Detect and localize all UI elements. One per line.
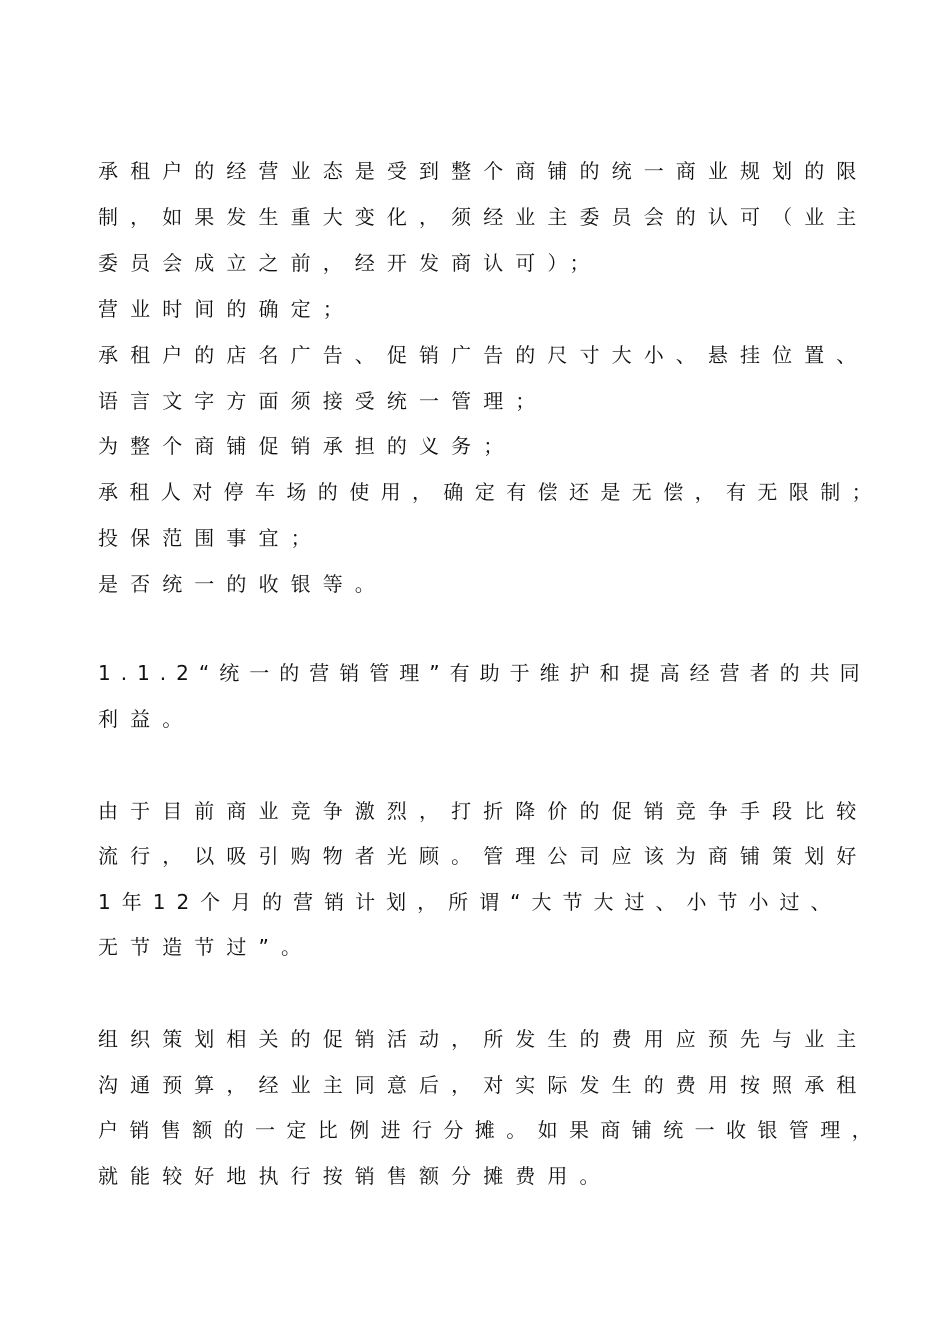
text-line: 承租人对停车场的使用，确定有偿还是无偿，有无限制；	[98, 480, 883, 504]
text-line: 委员会成立之前，经开发商认可）；	[98, 251, 602, 275]
text-line: 户销售额的一定比例进行分摊。如果商铺统一收银管理，	[98, 1118, 883, 1142]
text-line: 就能较好地执行按销售额分摊费用。	[98, 1164, 612, 1188]
text-line: 无节造节过”。	[98, 935, 314, 959]
text-line: 为整个商铺促销承担的义务；	[98, 434, 516, 458]
text-line: 利益。	[98, 707, 195, 731]
text-line: 制，如果发生重大变化，须经业主委员会的认可（业主	[98, 205, 869, 229]
text-line: 组织策划相关的促销活动，所发生的费用应预先与业主	[98, 1027, 869, 1051]
text-line: 1年12个月的营销计划，所谓“大节大过、小节小过、	[98, 890, 842, 914]
text-line: 营业时间的确定；	[98, 297, 355, 321]
text-line: 流行，以吸引购物者光顾。管理公司应该为商铺策划好	[98, 844, 869, 868]
text-line: 承租户的店名广告、促销广告的尺寸大小、悬挂位置、	[98, 343, 869, 367]
text-line: 承租户的经营业态是受到整个商铺的统一商业规划的限	[98, 159, 869, 183]
text-line: 由于目前商业竞争激烈，打折降价的促销竞争手段比较	[98, 799, 869, 823]
text-line: 是否统一的收银等。	[98, 572, 387, 596]
text-line: 沟通预算，经业主同意后，对实际发生的费用按照承租	[98, 1073, 869, 1097]
text-line: 投保范围事宜；	[98, 526, 323, 550]
section-heading-line: 1.1.2“统一的营销管理”有助于维护和提高经营者的共同	[98, 661, 870, 685]
text-line: 语言文字方面须接受统一管理；	[98, 389, 548, 413]
